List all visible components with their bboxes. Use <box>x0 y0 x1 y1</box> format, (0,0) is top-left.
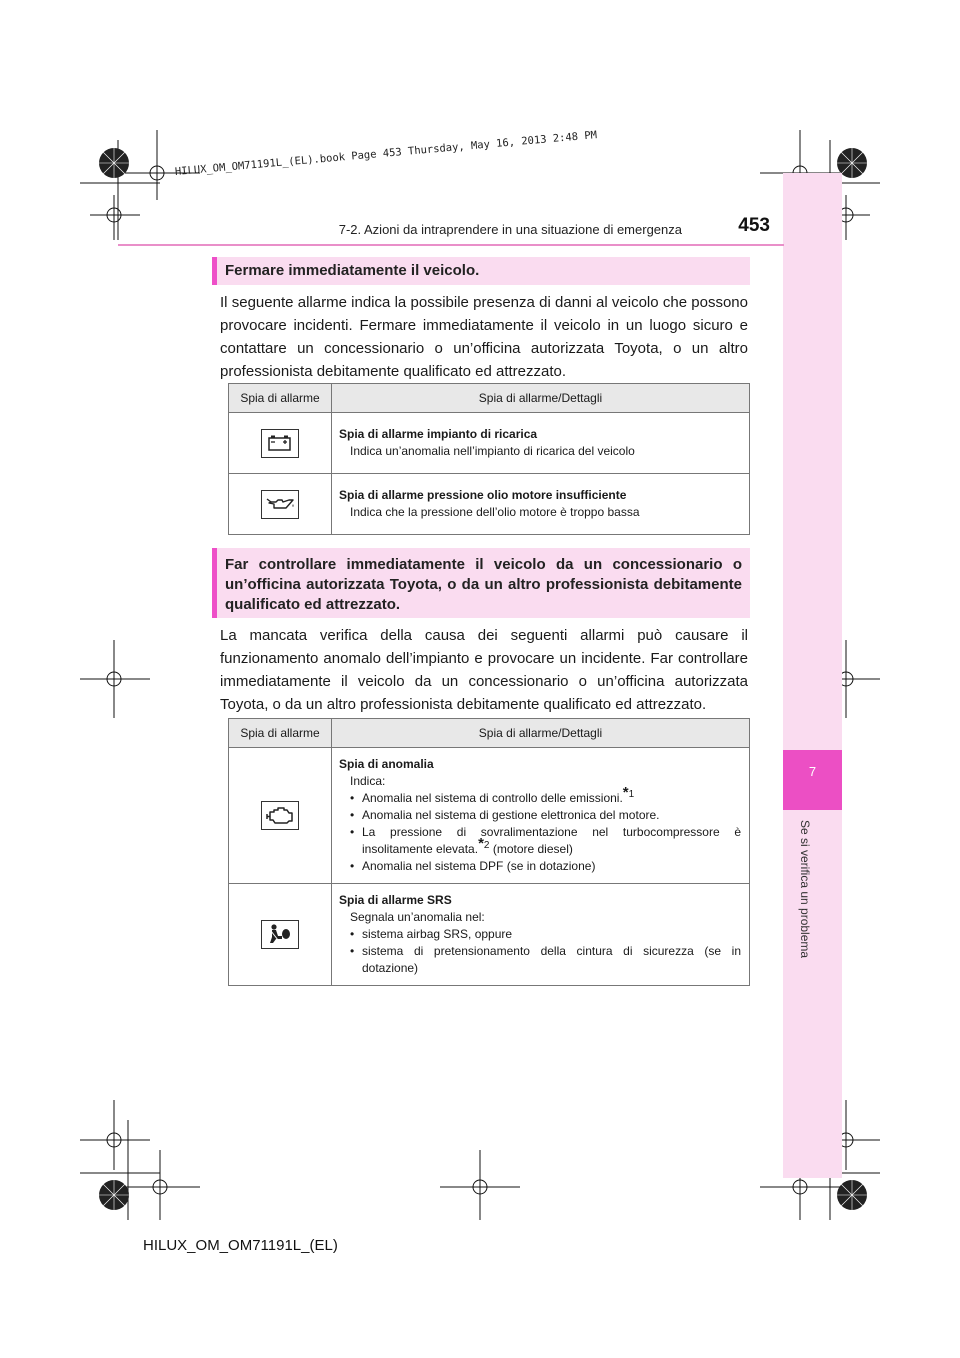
column-header: Spia di allarme/Dettagli <box>332 719 750 748</box>
header-rule <box>118 244 784 246</box>
warning-title: Spia di allarme SRS <box>339 893 452 907</box>
warning-table-check <box>228 718 750 986</box>
section-heading-check-vehicle <box>212 548 750 618</box>
warning-intro: Indica: <box>350 774 386 788</box>
list-item: • sistema di pretensionamento della cintura di sicurezza (se in dotazione) <box>350 943 741 977</box>
warning-intro: Segnala un’anomalia nel: <box>350 910 485 924</box>
warning-detail: Indica un’anomalia nell’impianto di ricarica del veicolo <box>350 444 635 458</box>
chapter-tab-strip <box>783 173 842 1178</box>
section-paragraph: Il seguente allarme indica la possibile presenza di danni al veicolo che possono provocare incidenti. Fermare immediatamente il veicolo in un luogo sicuro e contattare un concessionario o un’officina autorizzata Toyota, o un altro professionista debitamente qualificato ed attrezzato. <box>220 294 748 380</box>
list-item: • Anomalia nel sistema di controllo delle emissioni.$^{*1}$ <box>350 790 741 807</box>
page-number: 453 <box>738 215 770 236</box>
running-title: 7-2. Azioni da intraprendere in una situazione di emergenza <box>338 222 682 237</box>
warning-detail: Indica che la pressione dell’olio motore è troppo bassa <box>350 505 640 519</box>
section-heading-stop-vehicle <box>212 257 750 285</box>
warning-title: Spia di allarme pressione olio motore insufficiente <box>339 488 627 502</box>
column-header: Spia di allarme/Dettagli <box>332 384 750 413</box>
table-header-row <box>229 719 750 748</box>
warning-title: Spia di allarme impianto di ricarica <box>339 427 538 441</box>
table-row <box>229 474 750 535</box>
document-code: HILUX_OM_OM71191L_(EL) <box>143 1237 338 1254</box>
warning-table-stop <box>228 383 750 535</box>
list-item: • Anomalia nel sistema di gestione elettronica del motore. <box>350 807 741 824</box>
battery-icon <box>261 429 299 458</box>
engine-icon <box>261 801 299 830</box>
warning-title: Spia di anomalia <box>339 757 434 771</box>
list-item: • Anomalia nel sistema DPF (se in dotazione) <box>350 858 741 875</box>
chapter-number: 7 <box>808 764 817 779</box>
table-header-row <box>229 384 750 413</box>
srs-airbag-icon <box>261 920 299 949</box>
list-item: • La pressione di sovralimentazione nel turbocompressore è insolitamente elevata.$^{*2}$ (motore diesel) <box>350 824 741 858</box>
table-row <box>229 748 750 884</box>
oil-can-icon <box>261 490 299 519</box>
book-stamp: HILUX_OM_OM71191L_(EL).book Page 453 Thursday, May 16, 2013 2:48 PM <box>174 129 598 178</box>
chapter-label: Se si verifica un problema <box>798 820 812 959</box>
column-header: Spia di allarme <box>229 719 332 748</box>
chapter-tab-active[interactable] <box>783 750 842 810</box>
column-header: Spia di allarme <box>229 384 332 413</box>
list-item: • sistema airbag SRS, oppure <box>350 926 741 943</box>
table-row <box>229 413 750 474</box>
section-title: Fermare immediatamente il veicolo. <box>225 262 480 279</box>
warning-list <box>339 784 741 875</box>
section-title: Far controllare immediatamente il veicolo da un concessionario o un’officina autorizzata Toyota, o da un altro professionista debitamente qualificato ed attrezzato. <box>225 556 742 613</box>
warning-list <box>339 926 741 977</box>
section-paragraph: La mancata verifica della causa dei seguenti allarmi può causare il funzionamento anomalo dell’impianto e provocare un incidente. Far controllare immediatamente il veicolo da un concessionario o un’officina autorizzata Toyota, o da un altro professionista debitamente qualificato ed attrezzato. <box>220 627 748 713</box>
table-row <box>229 884 750 986</box>
